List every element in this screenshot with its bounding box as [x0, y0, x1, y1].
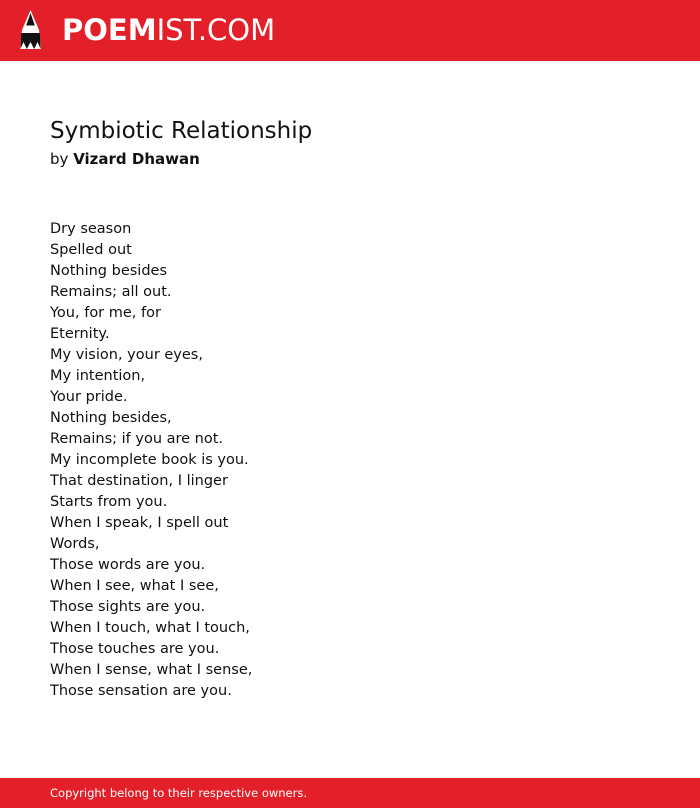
copyright-text: Copyright belong to their respective owners.	[50, 786, 308, 800]
by-label: by	[50, 150, 69, 168]
poem-line: Remains; all out.	[50, 284, 172, 300]
poem-line: Nothing besides	[50, 263, 168, 279]
poem-line: Words,	[50, 536, 100, 552]
poem-line: Eternity.	[50, 326, 110, 342]
poem-line: My vision, your eyes,	[50, 347, 203, 363]
poem-line: Starts from you.	[50, 494, 168, 510]
poem-body	[50, 219, 252, 702]
poem-line: When I see, what I see,	[50, 578, 219, 594]
poem-line: My intention,	[50, 368, 146, 384]
pen-nib-logo-icon[interactable]	[17, 9, 44, 52]
poem-line: Dry season	[50, 221, 132, 237]
poem-line: When I sense, what I sense,	[50, 662, 253, 678]
site-header	[0, 0, 700, 61]
poem-byline	[50, 149, 200, 169]
poem-line: When I speak, I spell out	[50, 515, 229, 531]
logo-bold-text: POEM	[62, 13, 157, 47]
site-logo[interactable]	[62, 12, 275, 48]
poem-title: Symbiotic Relationship	[50, 118, 313, 144]
poem-line: My incomplete book is you.	[50, 452, 249, 468]
logo-light-text: IST.COM	[156, 13, 276, 47]
poem-line: When I touch, what I touch,	[50, 620, 250, 636]
poem-line: That destination, I linger	[50, 473, 228, 489]
poem-line: Nothing besides,	[50, 410, 172, 426]
poem-line: Your pride.	[50, 389, 128, 405]
poem-line: Spelled out	[50, 242, 132, 258]
poem-author: Vizard Dhawan	[73, 150, 200, 168]
poem-line: You, for me, for	[50, 305, 161, 321]
poem-line: Those words are you.	[50, 557, 206, 573]
poem-line: Those sensation are you.	[50, 683, 232, 699]
poem-line: Remains; if you are not.	[50, 431, 224, 447]
site-footer	[0, 778, 700, 808]
poem-line: Those sights are you.	[50, 599, 206, 615]
poem-line: Those touches are you.	[50, 641, 220, 657]
